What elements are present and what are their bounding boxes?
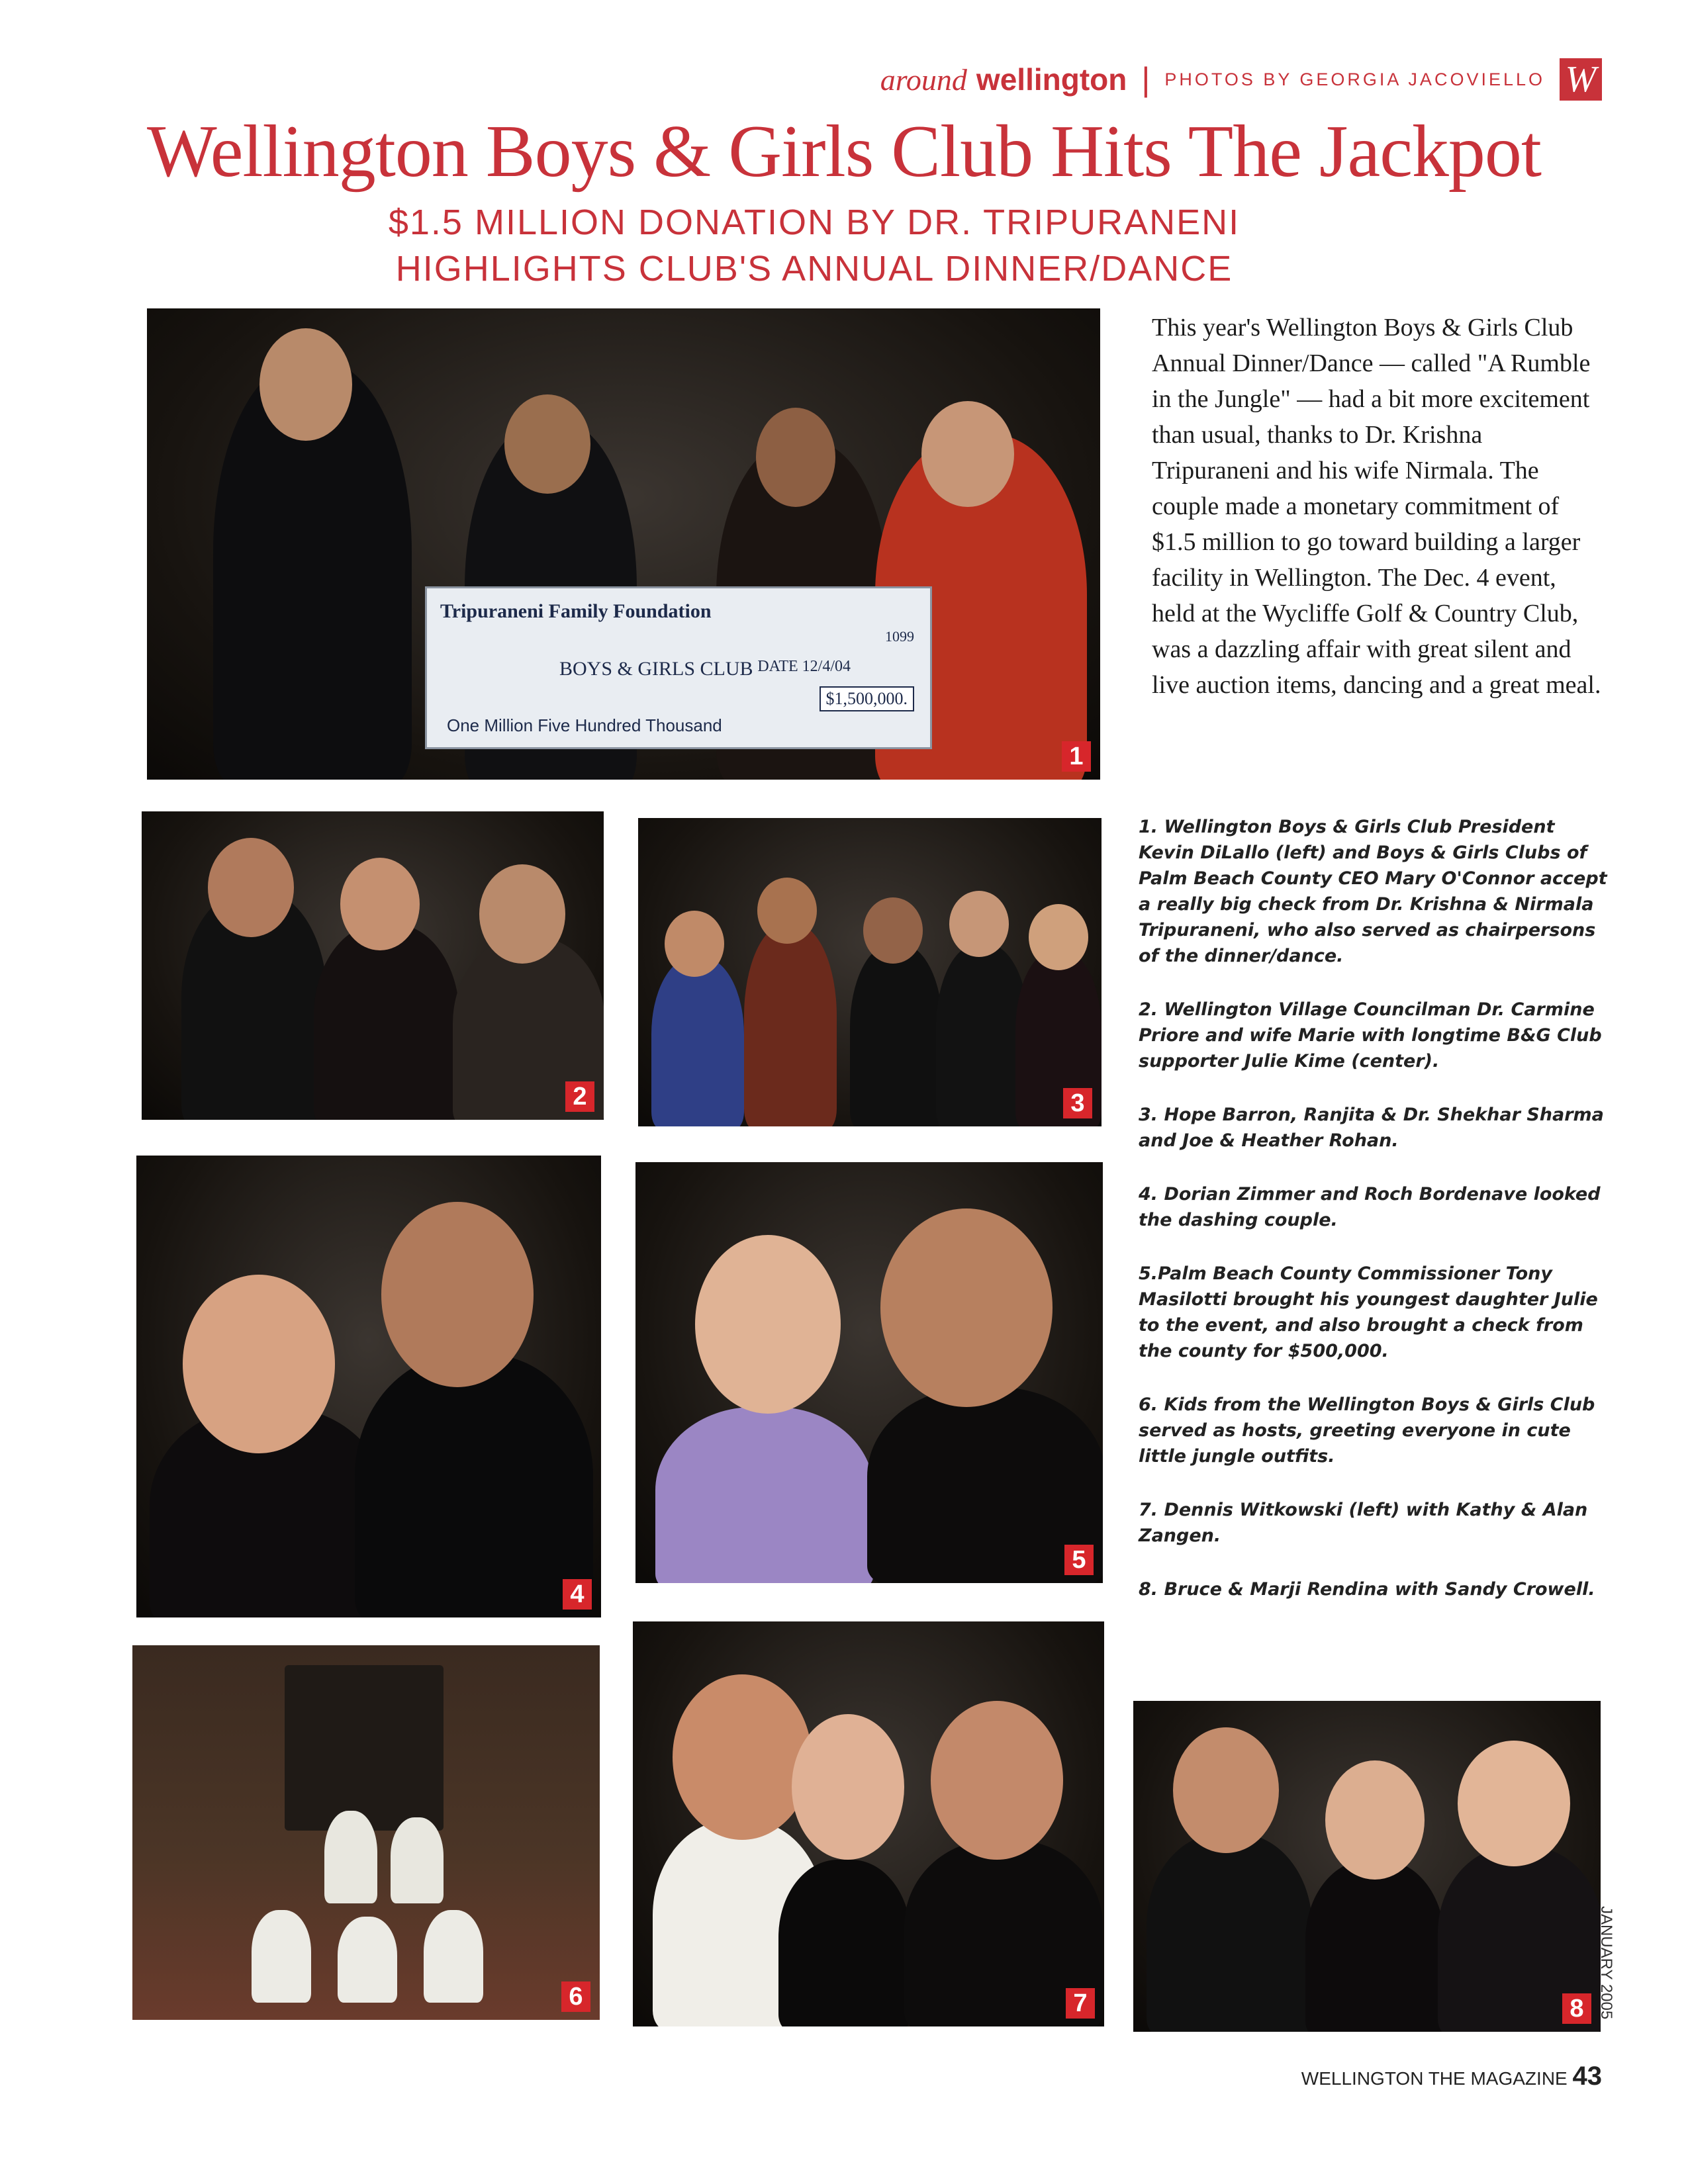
page-footer bbox=[1301, 2062, 1602, 2091]
photo-captions bbox=[1139, 814, 1615, 1630]
photo-number-badge: 6 bbox=[561, 1981, 590, 2012]
section-label-bold: wellington bbox=[976, 62, 1127, 97]
header-separator: | bbox=[1141, 61, 1150, 98]
photo-number-badge: 5 bbox=[1064, 1545, 1094, 1575]
donation-check bbox=[425, 586, 932, 749]
article-subtitle-line2: HIGHLIGHTS CLUB'S ANNUAL DINNER/DANCE bbox=[395, 249, 1233, 289]
magazine-name: WELLINGTON THE MAGAZINE bbox=[1301, 2068, 1568, 2089]
photo-number-badge: 8 bbox=[1562, 1993, 1591, 2024]
check-number: 1099 bbox=[885, 628, 914, 645]
section-label-italic: around bbox=[880, 62, 967, 97]
caption-8: 8. Bruce & Marji Rendina with Sandy Crowell. bbox=[1139, 1579, 1595, 1600]
check-foundation: Tripuraneni Family Foundation bbox=[440, 600, 712, 622]
photo-6 bbox=[132, 1645, 600, 2020]
photo-5 bbox=[635, 1162, 1103, 1583]
photo-credit: PHOTOS BY GEORGIA JACOVIELLO bbox=[1164, 69, 1545, 89]
caption-2: 2. Wellington Village Councilman Dr. Carmine Priore and wife Marie with longtime B&G Club supporter Julie Kime (center). bbox=[1139, 999, 1602, 1071]
caption-3: 3. Hope Barron, Ranjita & Dr. Shekhar Sharma and Joe & Heather Rohan. bbox=[1139, 1105, 1604, 1151]
caption-7: 7. Dennis Witkowski (left) with Kathy & Alan Zangen. bbox=[1139, 1500, 1588, 1546]
caption-4: 4. Dorian Zimmer and Roch Bordenave looked the dashing couple. bbox=[1139, 1184, 1601, 1230]
check-amount-words: One Million Five Hundred Thousand bbox=[447, 715, 722, 735]
photo-number-badge: 3 bbox=[1063, 1088, 1092, 1118]
photo-1 bbox=[147, 308, 1100, 780]
caption-6: 6. Kids from the Wellington Boys & Girls Club served as hosts, greeting everyone in cute little jungle outfits. bbox=[1139, 1394, 1595, 1467]
article-subtitle-line1: $1.5 MILLION DONATION BY DR. TRIPURANENI bbox=[388, 203, 1241, 242]
article-title: Wellington Boys & Girls Club Hits The Jackpot bbox=[146, 111, 1542, 193]
check-payee: BOYS & GIRLS CLUB bbox=[559, 658, 753, 680]
photo-number-badge: 4 bbox=[563, 1579, 592, 1610]
photo-4 bbox=[136, 1156, 601, 1617]
photo-3 bbox=[638, 818, 1102, 1126]
intro-paragraph: This year's Wellington Boys & Girls Club Annual Dinner/Dance — called "A Rumble in the Jungle" — had a bit more excitement than usual, thanks to Dr. Krishna Tripuraneni and his wife Nirmala. The couple made a monetary commitment of $1.5 million to go toward building a larger facility in Wellington. The Dec. 4 event, held at the Wycliffe Golf & Country Club, was a dazzling affair with great silent and live auction items, dancing and a great meal. bbox=[1152, 314, 1601, 699]
magazine-logo: W bbox=[1560, 58, 1602, 101]
page-number: 43 bbox=[1572, 2062, 1602, 2091]
caption-1: 1. Wellington Boys & Girls Club President Kevin DiLallo (left) and Boys & Girls Clubs of Palm Beach County CEO Mary O'Connor accept a really big check from Dr. Krishna & Nirmala Tripuraneni, who also served as chairpersons of the dinner/dance. bbox=[1139, 817, 1607, 966]
photo-2 bbox=[142, 811, 604, 1120]
photo-number-badge: 2 bbox=[565, 1081, 594, 1112]
photo-number-badge: 1 bbox=[1062, 741, 1091, 772]
photo-8 bbox=[1133, 1701, 1601, 2032]
photo-number-badge: 7 bbox=[1066, 1988, 1095, 2019]
section-header bbox=[880, 58, 1602, 101]
caption-5: 5.Palm Beach County Commissioner Tony Masilotti brought his youngest daughter Julie to the event, and also brought a check from the county for $500,000. bbox=[1139, 1263, 1598, 1361]
issue-date: JANUARY 2005 bbox=[1597, 1906, 1615, 2020]
check-amount: $1,500,000. bbox=[820, 686, 915, 711]
photo-7 bbox=[633, 1621, 1104, 2026]
check-date: DATE 12/4/04 bbox=[757, 658, 851, 675]
